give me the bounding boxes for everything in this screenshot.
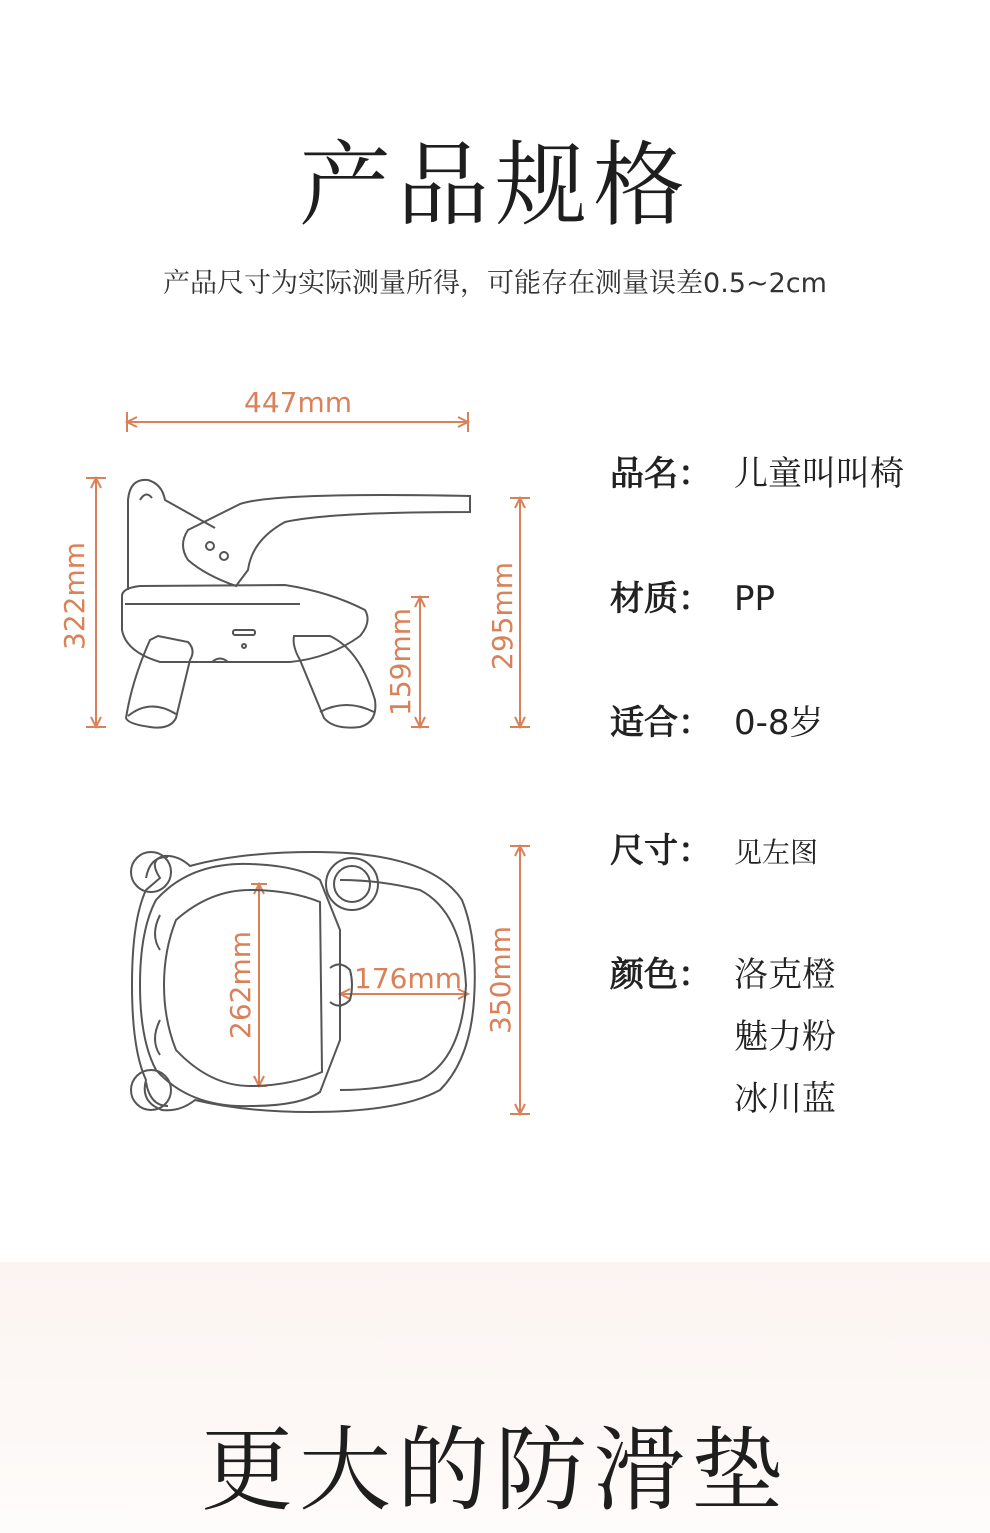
dim-total-height-label: 322mm <box>58 542 91 650</box>
dim-seat-depth-label: 262mm <box>224 931 257 1039</box>
page-subtitle: 产品尺寸为实际测量所得，可能存在测量误差0.5~2cm <box>163 268 827 299</box>
spec-name-value: 儿童叫叫椅 <box>734 454 904 494</box>
spec-age-value: 0-8岁 <box>734 703 824 743</box>
dim-width-label: 447mm <box>244 386 352 419</box>
spec-name-label: 品名： <box>610 454 712 494</box>
color-item: 冰川蓝 <box>734 1079 836 1119</box>
dim-seat-width-label: 176mm <box>354 962 462 995</box>
chair-side-view <box>122 480 470 728</box>
spec-size <box>610 831 819 871</box>
color-list <box>734 955 836 1119</box>
next-section-title: 更大的防滑垫 <box>200 1417 789 1524</box>
dim-depth-label: 350mm <box>484 926 517 1034</box>
color-item: 魅力粉 <box>734 1017 836 1057</box>
dim-seat-height-label: 159mm <box>384 608 417 716</box>
spec-size-value: 见左图 <box>734 836 819 869</box>
spec-material <box>610 579 776 619</box>
spec-material-value: PP <box>734 579 776 619</box>
dim-tray-height-label: 295mm <box>486 562 519 670</box>
spec-size-label: 尺寸： <box>610 831 712 871</box>
spec-material-label: 材质： <box>610 579 712 619</box>
spec-color-label: 颜色： <box>610 955 712 995</box>
spec-color <box>610 955 734 995</box>
spec-name <box>610 454 904 494</box>
page-title: 产品规格 <box>298 132 691 239</box>
color-item: 洛克橙 <box>734 955 836 995</box>
spec-age-label: 适合： <box>610 703 712 743</box>
spec-age <box>610 703 824 743</box>
dimension-drawing <box>0 370 600 1150</box>
